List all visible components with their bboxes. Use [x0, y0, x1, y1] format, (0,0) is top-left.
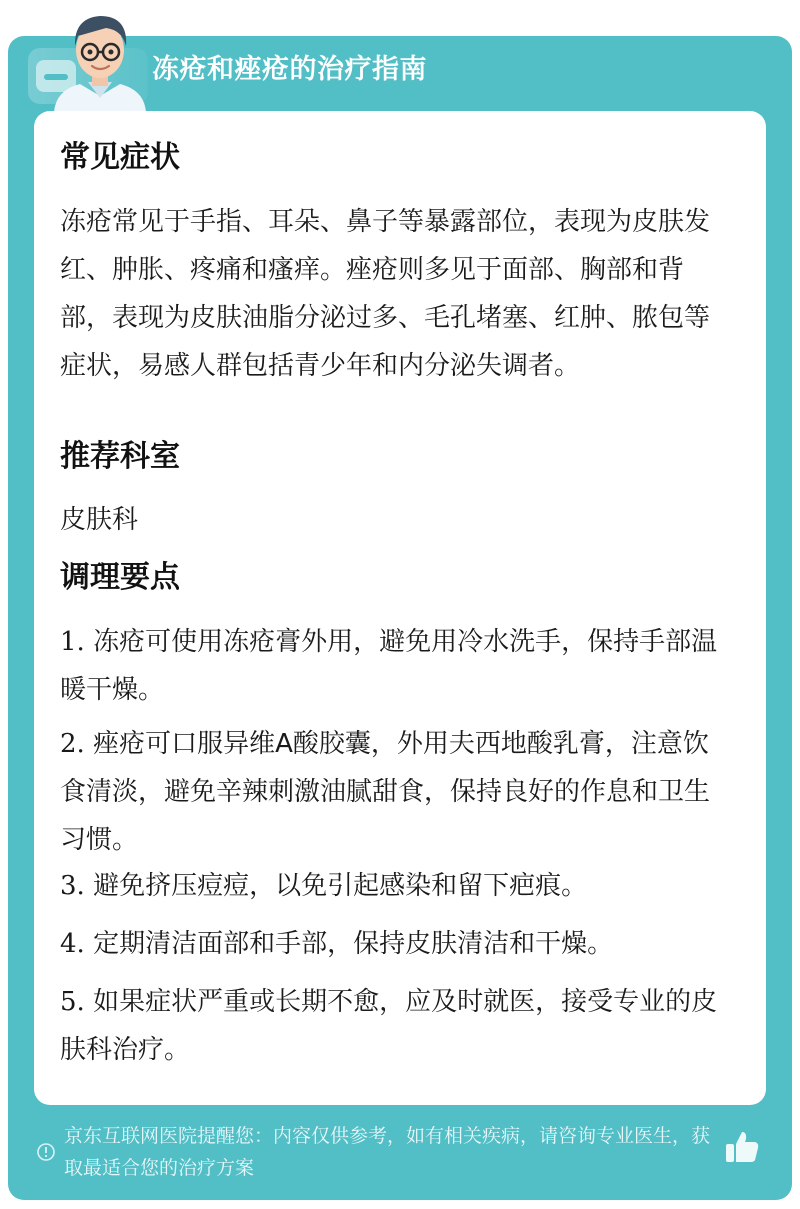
department-text: 皮肤科	[60, 505, 139, 535]
symptoms-heading: 常见症状	[60, 140, 180, 175]
care-item-3	[60, 862, 730, 910]
care-item-2	[60, 720, 730, 864]
care-item-text: 定期清洁面部和手部，保持皮肤清洁和干燥。	[84, 929, 614, 959]
doctor-avatar-icon	[48, 6, 152, 112]
care-item-1	[60, 618, 730, 714]
page-title: 冻疮和痤疮的治疗指南	[152, 54, 427, 85]
care-item-5	[60, 978, 730, 1074]
care-item-number: 4.	[60, 929, 85, 959]
care-item-text: 如果症状严重或长期不愈，应及时就医，接受专业的皮肤科治疗。	[60, 987, 718, 1065]
info-icon	[36, 1142, 56, 1162]
care-item-text: 痤疮可口服异维A酸胶囊，外用夫西地酸乳膏，注意饮食清淡，避免辛辣刺激油腻甜食，保持良好的作息和卫生习惯。	[60, 729, 711, 855]
care-item-text: 冻疮可使用冻疮膏外用，避免用冷水洗手，保持手部温暖干燥。	[60, 627, 718, 705]
disclaimer-text: 京东互联网医院提醒您：内容仅供参考，如有相关疾病，请咨询专业医生，获取最适合您的治疗方案	[64, 1125, 711, 1179]
care-heading: 调理要点	[60, 560, 180, 595]
care-item-number: 5.	[60, 987, 85, 1017]
care-item-number: 2.	[60, 729, 85, 759]
care-item-4	[60, 920, 730, 968]
care-item-number: 1.	[60, 627, 85, 657]
care-item-text: 避免挤压痘痘，以免引起感染和留下疤痕。	[84, 871, 588, 901]
symptoms-text: 冻疮常见于手指、耳朵、鼻子等暴露部位，表现为皮肤发红、肿胀、疼痛和瘙痒。痤疮则多见于面部、胸部和背部，表现为皮肤油脂分泌过多、毛孔堵塞、红肿、脓包等症状，易感人群包括青少年和内分泌失调者。	[60, 207, 711, 381]
thumbs-up-icon[interactable]	[724, 1130, 760, 1164]
care-item-number: 3.	[60, 871, 85, 901]
department-heading: 推荐科室	[60, 439, 180, 474]
